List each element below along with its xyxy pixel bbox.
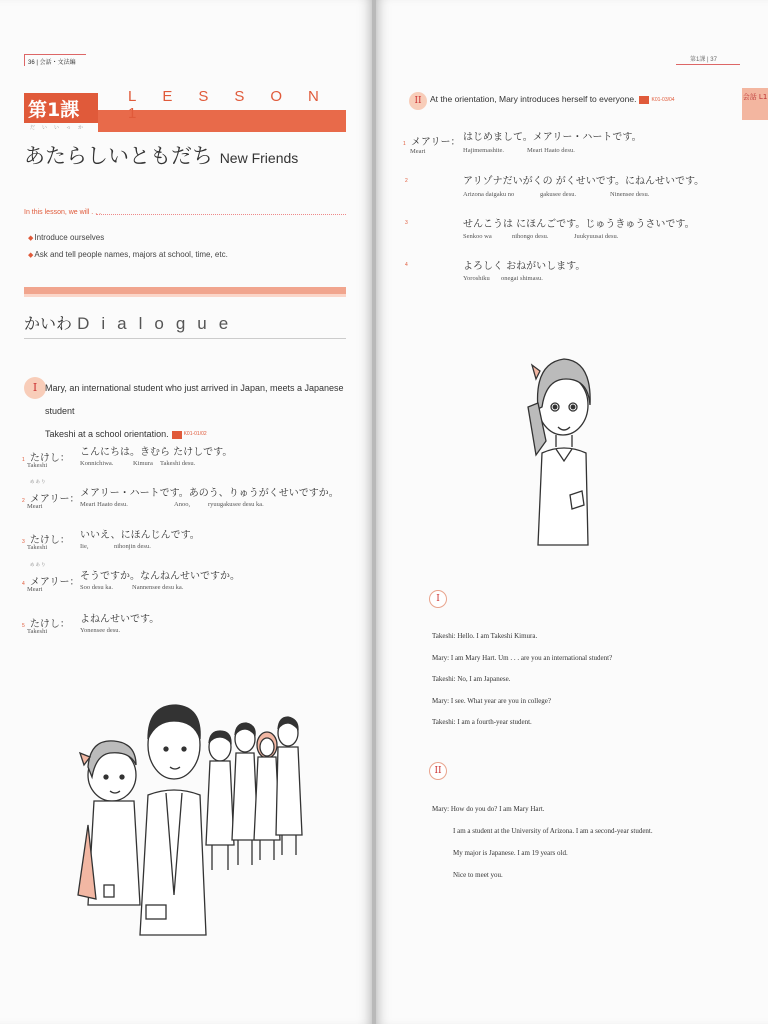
section-heading [24,311,240,334]
speaker: メアリー： [410,137,461,148]
lesson-title [24,140,298,170]
intro-line: Takeshi at a school orientation. K01-01/02 [45,429,207,439]
furigana: めあり [30,479,47,484]
audio-icon[interactable] [639,96,649,104]
romaji: Senkoo wa [463,233,492,240]
lesson-word: LESSON 1 [128,88,345,122]
translation-line: Takeshi: No, I am Japanese. [432,675,511,683]
heading-rule [24,338,346,339]
romaji: Takeshi desu. [160,460,196,467]
page-header-right: 第1課 | 37 [690,57,717,63]
romaji: Juukyuusai desu. [574,233,619,240]
this-lesson-label: In this lesson, we will . . . [24,209,102,216]
section-number: I [24,377,46,399]
furigana: めあり [30,562,47,567]
speaker-romaji: Takeshi [27,544,48,551]
line-japanese: よねんせいです。 [80,614,160,625]
translation-number: I [429,590,447,608]
line-number: 5 [22,623,25,629]
goal-item: ◆Introduce ourselves [28,233,105,242]
romaji: nihongo desu. [512,233,549,240]
speaker: メアリー： [29,577,80,588]
line-number: 2 [405,178,408,184]
audio-code: K01-01/02 [183,431,207,438]
romaji: Hajimemashite. [463,147,504,154]
intro-line: Mary, an international student who just arrived in Japan, meets a Japanese student [45,383,344,416]
translation-line: My major is Japanese. I am 19 years old. [453,849,568,857]
romaji: Arizona daigaku no [463,191,515,198]
translation-line: Mary: I see. What year are you in college? [432,697,552,705]
line-number: 1 [403,141,406,147]
romaji: Anoo, [174,501,191,508]
title-en: New Friends [219,150,299,166]
speaker: メアリー： [29,494,80,505]
line-japanese: アリゾナだいがくの がくせいです。にねんせいです。 [463,176,705,187]
romaji: Kimura [133,460,153,467]
translation-line: Mary: I am Mary Hart. Um . . . are you an international student? [432,654,613,662]
line-number: 4 [22,581,25,587]
lesson-label: 第1課 [24,93,98,123]
romaji: Ninensee desu. [610,191,650,198]
line-number: 4 [405,262,408,268]
students-illustration [70,695,320,945]
mary-illustration [520,345,600,550]
speaker: たけし： [29,619,70,630]
bullet-icon: ◆ [28,235,34,242]
romaji: Nannensee desu ka. [132,584,184,591]
translation-line: Mary: How do you do? I am Mary Hart. [432,805,545,813]
romaji: Konnichiwa. [80,460,114,467]
left-page [0,0,372,1024]
romaji: onegai shimasu. [501,275,543,282]
romaji: ryuugakusee desu ka. [208,501,264,508]
romaji: nihonjin desu. [114,543,151,550]
translation-number: II [429,762,447,780]
line-japanese: せんこうは にほんごです。じゅうきゅうさいです。 [463,219,695,230]
translation-line: Takeshi: Hello. I am Takeshi Kimura. [432,632,538,640]
audio-icon[interactable] [172,431,182,439]
goal-item: ◆Ask and tell people names, majors at school, time, etc. [28,250,228,259]
translation-line: Takeshi: I am a fourth-year student. [432,718,532,726]
kaiwa-jp: かいわ [24,314,73,333]
page-header-left: 36 | 会話・文法編 [24,54,86,66]
romaji: Meari Haato desu. [527,147,575,154]
line-japanese: メアリー・ハートです。あのう、りゅうがくせいですか。 [80,488,339,499]
speaker-romaji: Takeshi [27,628,48,635]
line-number: 1 [22,457,25,463]
romaji: gakusee desu. [540,191,577,198]
bullet-icon: ◆ [28,252,34,259]
speaker-romaji: Meari [27,503,43,510]
line-number: 2 [22,498,25,504]
section-number: II [409,92,427,110]
dialogue-intro: At the orientation, Mary introduces herself to everyone. K01-03/04 [430,94,675,104]
line-japanese: よろしく おねがいします。 [463,261,586,272]
speaker-romaji: Meari [410,148,426,155]
translation-line: I am a student at the University of Arizona. I am a second-year student. [453,827,653,835]
line-japanese: そうですか。なんねんせいですか。 [80,571,240,582]
dotted-rule [96,214,346,215]
lesson-furigana: だいいっか [30,125,91,131]
line-number: 3 [405,220,408,226]
line-japanese: はじめまして。メアリー・ハートです。 [463,132,642,143]
title-jp: あたらしいともだち [24,144,213,168]
romaji: Soo desu ka. [80,584,114,591]
speaker-romaji: Meari [27,586,43,593]
romaji: Iie, [80,543,89,550]
divider-bar-light [24,294,346,297]
line-number: 3 [22,539,25,545]
divider-bar [24,287,346,294]
romaji: Yoroshiku [463,275,490,282]
audio-code: K01-03/04 [651,96,675,103]
kaiwa-en: Dialogue [77,314,241,333]
chapter-tab: 会話 L1 [742,88,768,120]
dialogue-intro [45,377,355,446]
speaker: たけし： [29,453,70,464]
dialogue-line [403,130,460,149]
translation-line: Nice to meet you. [453,871,503,879]
romaji: Yonensee desu. [80,627,121,634]
speaker: たけし： [29,535,70,546]
speaker-romaji: Takeshi [27,462,48,469]
header-rule [676,64,740,65]
line-japanese: こんにちは。きむら たけしです。 [80,447,233,458]
romaji: Meari Haato desu. [80,501,128,508]
line-japanese: いいえ、にほんじんです。 [80,530,200,541]
